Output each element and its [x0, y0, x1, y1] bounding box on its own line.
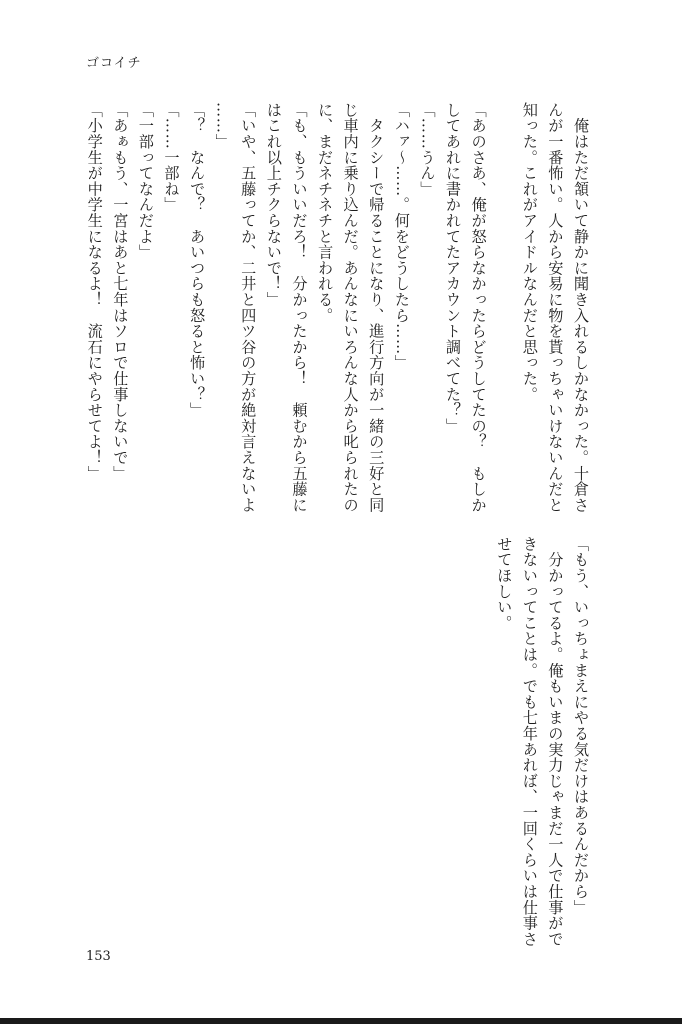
text-line: タクシーで帰ることになり、進行方向が一緒の三好と同	[367, 102, 386, 513]
text-line: 「いや、五藤ってか、二井と四ツ谷の方が絶対言えないよ	[239, 102, 258, 513]
text-line: せてほしい。	[495, 536, 514, 631]
text-line: 俺はただ頷いて静かに聞き入れるしかなかった。十倉さ	[572, 102, 590, 513]
text-line: 「もう、いっちょまえにやる気だけはあるんだから」	[572, 536, 590, 916]
text-line: じ車内に乗り込んだ。あんなにいろんな人から叱られたの	[341, 102, 360, 513]
text-block-bottom	[486, 536, 588, 947]
text-line: 「小学生が中学生になるよ！ 流石にやらせてよ！」	[85, 102, 104, 482]
text-line: 「ハァ〜……。何をどうしたら……」	[392, 102, 411, 371]
text-line: 「も、もういいだろ！ 分かったから！ 頼むから五藤に	[290, 102, 309, 513]
text-block-top	[76, 102, 588, 513]
page-number: 153	[86, 949, 111, 964]
text-line: 「……うん」	[418, 102, 437, 197]
text-line: はこれ以上チクらないで！」	[264, 102, 283, 308]
text-line: 分かってるよ。俺もいまの実力じゃまだ一人で仕事がで	[546, 536, 565, 947]
running-header: ゴコイチ	[86, 56, 142, 71]
text-line: に、まだネチネチと言われる。	[316, 102, 335, 324]
text-line: ……」	[213, 102, 232, 150]
text-line: してあれに書かれてたアカウント調べてた？」	[444, 102, 463, 434]
text-line: 「あのさあ、俺が怒らなかったらどうしてたの？ もしか	[469, 102, 488, 513]
text-line: きないってことは。でも七年あれば、一回くらいは仕事さ	[520, 536, 539, 947]
text-line: んが一番怖い。人から安易に物を貰っちゃいけないんだと	[546, 102, 565, 513]
text-line: 知った。これがアイドルなんだと思った。	[520, 102, 539, 403]
text-line: 「あぁもう、一宮はあと七年はソロで仕事しないで」	[111, 102, 130, 482]
text-line: 「？ なんで？ あいつらも怒ると怖い？」	[188, 102, 207, 418]
text-line: 「……一部ね」	[162, 102, 181, 213]
bottom-edge-rule	[0, 1018, 682, 1024]
text-line: 「一部ってなんだよ」	[136, 102, 155, 260]
